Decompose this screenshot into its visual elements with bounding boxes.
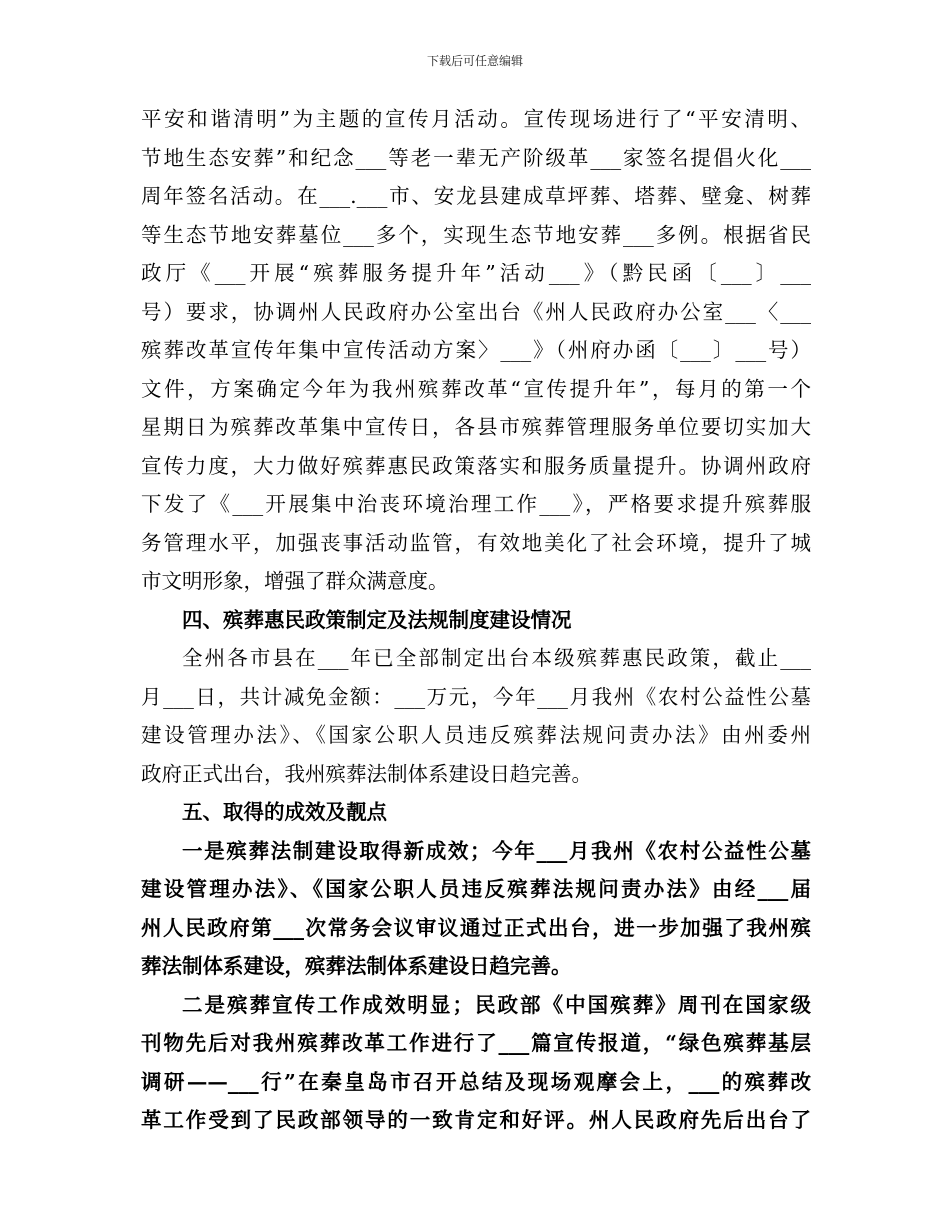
body-line: 殡葬改革宣传年集中宣传活动方案〉___》（州府办函〔___〕___号） — [141, 338, 811, 362]
body-line: 建设管理办法》、《国家公职人员违反殡葬法规问责办法》由经___届 — [141, 877, 811, 901]
body-line: 二是殡葬宣传工作成效明显；民政部《中国殡葬》周刊在国家级 — [182, 992, 811, 1017]
body-line: 文件，方案确定今年为我州殡葬改革“宣传提升年”，每月的第一个 — [141, 376, 811, 401]
body-line: 务管理水平，加强丧事活动监管，有效地美化了社会环境，提升了城 — [141, 530, 811, 555]
body-line: 宣传力度，大力做好殡葬惠民政策落实和服务质量提升。协调州政府 — [141, 453, 811, 478]
body-line: 政府正式出台，我州殡葬法制体系建设日趋完善。 — [141, 761, 592, 786]
body-line: 号）要求，协调州人民政府办公室出台《州人民政府办公室___〈___ — [141, 299, 811, 324]
body-line: 平安和谐清明”为主题的宣传月活动。宣传现场进行了“平安清明、 — [141, 107, 811, 131]
body-line: 市文明形象，增强了群众满意度。 — [141, 569, 449, 593]
body-line: 节地生态安葬”和纪念___等老一辈无产阶级革___家签名提倡火化___ — [141, 145, 811, 170]
body-line: 下发了《___开展集中治丧环境治理工作___》，严格要求提升殡葬服 — [141, 492, 811, 516]
body-line: 调研——___行”在秦皇岛市召开总结及现场观摩会上，___的殡葬改 — [141, 1069, 811, 1094]
page-header-note: 下载后可任意编辑 — [426, 54, 523, 68]
section-heading-4: 四、殡葬惠民政策制定及法规制度建设情况 — [182, 607, 572, 632]
document-body — [141, 100, 811, 1140]
body-line: 州人民政府第___次常务会议审议通过正式出台，进一步加强了我州殡 — [141, 915, 811, 940]
body-line: 星期日为殡葬改革集中宣传日，各县市殡葬管理服务单位要切实加大 — [141, 415, 811, 439]
body-line: 一是殡葬法制建设取得新成效；今年___月我州《农村公益性公墓 — [182, 838, 811, 863]
body-line: 周年签名活动。在___.___市、安龙县建成草坪葬、塔葬、壁龛、树葬 — [141, 184, 811, 208]
body-line: 葬法制体系建设，殡葬法制体系建设日趋完善。 — [141, 954, 572, 978]
body-line: 刊物先后对我州殡葬改革工作进行了___篇宣传报道，“绿色殡葬基层 — [141, 1031, 811, 1055]
body-line: 革工作受到了民政部领导的一致肯定和好评。州人民政府先后出台了 — [141, 1108, 811, 1132]
body-line: 月___日，共计减免金额：___万元，今年___月我州《农村公益性公墓 — [141, 684, 811, 709]
body-line: 政厅《___开展“殡葬服务提升年”活动___》（黔民函〔___〕___ — [141, 261, 811, 285]
body-line: 等生态节地安葬墓位___多个，实现生态节地安葬___多例。根据省民 — [141, 222, 811, 247]
section-heading-5: 五、取得的成效及靓点 — [182, 800, 387, 824]
body-line: 全州各市县在___年已全部制定出台本级殡葬惠民政策，截止___ — [182, 646, 811, 670]
body-line: 建设管理办法》、《国家公职人员违反殡葬法规问责办法》由州委州 — [141, 723, 811, 747]
